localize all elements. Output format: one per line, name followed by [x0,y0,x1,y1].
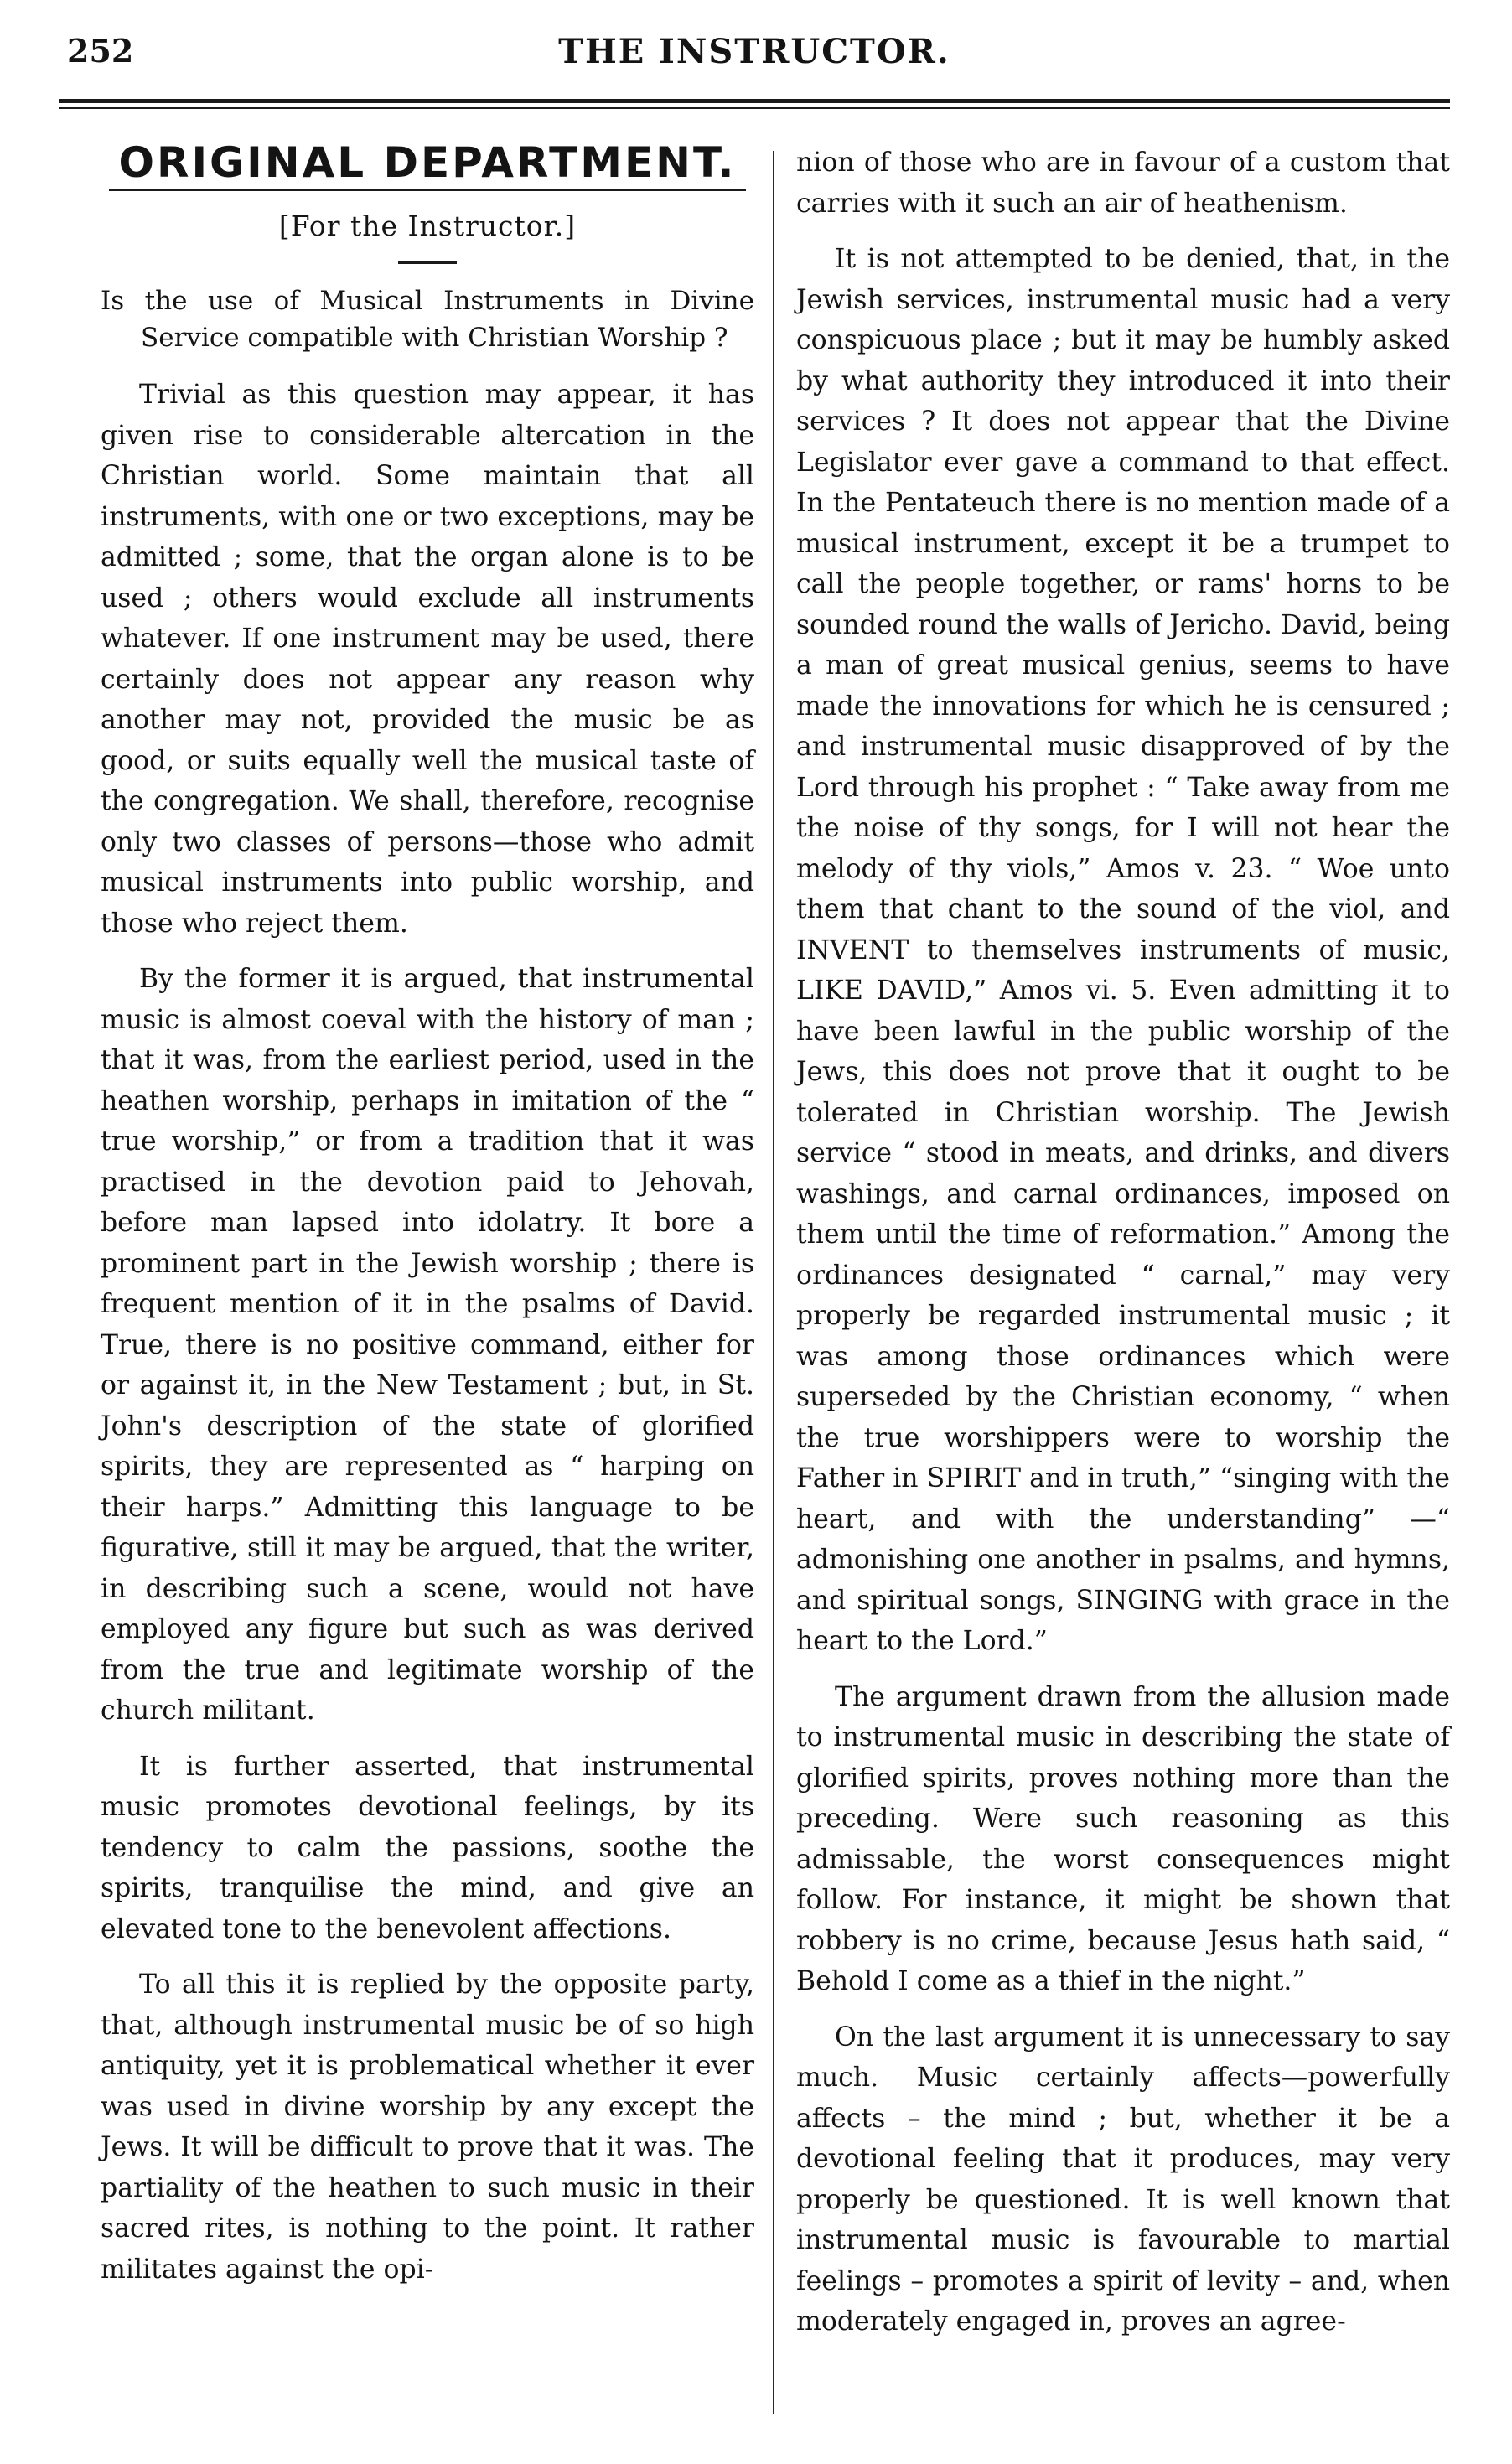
paragraph: To all this it is replied by the opposite party, that, although instrumental music be of so high antiquity, yet it is problematical whether it ever was used in divine worship by any except the Jews. It will be difficult to prove that it was. The partiality of the heathen to such music in their sacred rites, is nothing to the point. It rather militates against the opi- [101,1970,754,2285]
department-rule [109,189,746,191]
short-rule [398,261,457,264]
page-header [59,32,1450,91]
paragraph: It is further asserted, that instrumental music promotes devotional feelings, by its tendency to calm the passions, soothe the spirits, tranquilise the mind, and give an elevated tone to the benevolent affections. [101,1751,754,1944]
paragraph-continued: nion of those who are in favour of a custom that carries with it such an air of heathenism. [796,148,1450,219]
paragraph: On the last argument it is unnecessary to say much. Music certainly affects—powerfully affects – the mind ; but, whether it be a devotional feeling that it produces, may very properly be questioned. It is well known that instrumental music is favourable to martial feelings – promotes a spirit of levity – and, when moderately engaged in, proves an agree- [796,2021,1450,2337]
department-heading: ORIGINAL DEPARTMENT. [118,138,737,187]
running-title: THE INSTRUCTOR. [558,32,950,71]
header-rule [59,99,1450,103]
page-number: 252 [67,32,134,70]
paragraph: It is not attempted to be denied, that, in the Jewish services, instrumental music had a very conspicuous place ; but it may be humbly asked by what authority they introduced it into their services ? It does not appear that the Divine Legislator ever gave a command to that effect. In the Pentateuch there is no mention made of a musical instrument, except it be a trumpet to call the people together, or rams' horns to be sounded round the walls of Jericho. David, being a man of great musical genius, seems to have made the innovations for which he is censured ; and instrumental music disapproved of by the Lord through his prophet : “ Take away from me the noise of thy songs, for I will not hear the melody of thy viols,” Amos v. 23. “ Woe unto them that chant to the sound of the viol, and INVENT to themselves instruments of music, LIKE DAVID,” Amos vi. 5. Even admitting it to have been lawful in the public worship of the Jews, this does not prove that it ought to be tolerated in Christian worship. The Jewish service “ stood in meats, and drinks, and divers washings, and carnal ordinances, imposed on them until the time of reformation.” Among the ordinances designated “ carnal,” may very properly be regarded instrumental music ; it was among those ordinances which were superseded by the Christian economy, “ when the true worshippers were to worship the Father in SPIRIT and in truth,” “singing with the heart, and with the understanding” —“ admonishing one another in psalms, and hymns, and spiritual songs, SINGING with grace in the heart to the Lord.” [796,244,1450,1656]
paragraph: By the former it is argued, that instrumental music is almost coeval with the history of man ; that it was, from the earliest period, used in the heathen worship, perhaps in imitation of the “ true worship,” or from a tradition that it was practised in the devotion paid to Jehovah, before man lapsed into idolatry. It bore a prominent part in the Jewish worship ; there is frequent mention of it in the psalms of David. True, there is no positive command, either for or against it, in the New Testament ; but, in St. John's description of the state of glorified spirits, they are represented as “ harping on their harps.” Admitting this language to be figurative, still it may be argued, that the writer, in describing such a scene, would not have employed any figure but such as was derived from the true and legitimate worship of the church militant. [101,964,754,1726]
article-question: Is the use of Musical Instruments in Divine Service compatible with Christian Worship ? [101,286,754,353]
column-divider [773,151,774,2414]
right-column [796,142,1450,2358]
byline: [For the Instructor.] [278,209,577,242]
paragraph: The argument drawn from the allusion made to instrumental music in describing the state of glorified spirits, proves nothing more than the preceding. Were such reasoning as this admissable, the worst consequences might follow. For instance, it might be shown that robbery is no crime, because Jesus hath said, “ Behold I come as a thief in the night.” [796,1681,1450,1996]
left-column [101,138,754,2305]
header-rule-thin [59,107,1450,109]
paragraph: Trivial as this question may appear, it has given rise to considerable altercation in the Christian world. Some maintain that all instruments, with one or two exceptions, may be admitted ; some, that the organ alone is to be used ; others would exclude all instruments whatever. If one instrument may be used, there certainly does not appear any reason why another may not, provided the music be as good, or suits equally well the musical taste of the congregation. We shall, therefore, recognise only two classes of persons—those who admit musical instruments into public worship, and those who reject them. [101,380,754,939]
